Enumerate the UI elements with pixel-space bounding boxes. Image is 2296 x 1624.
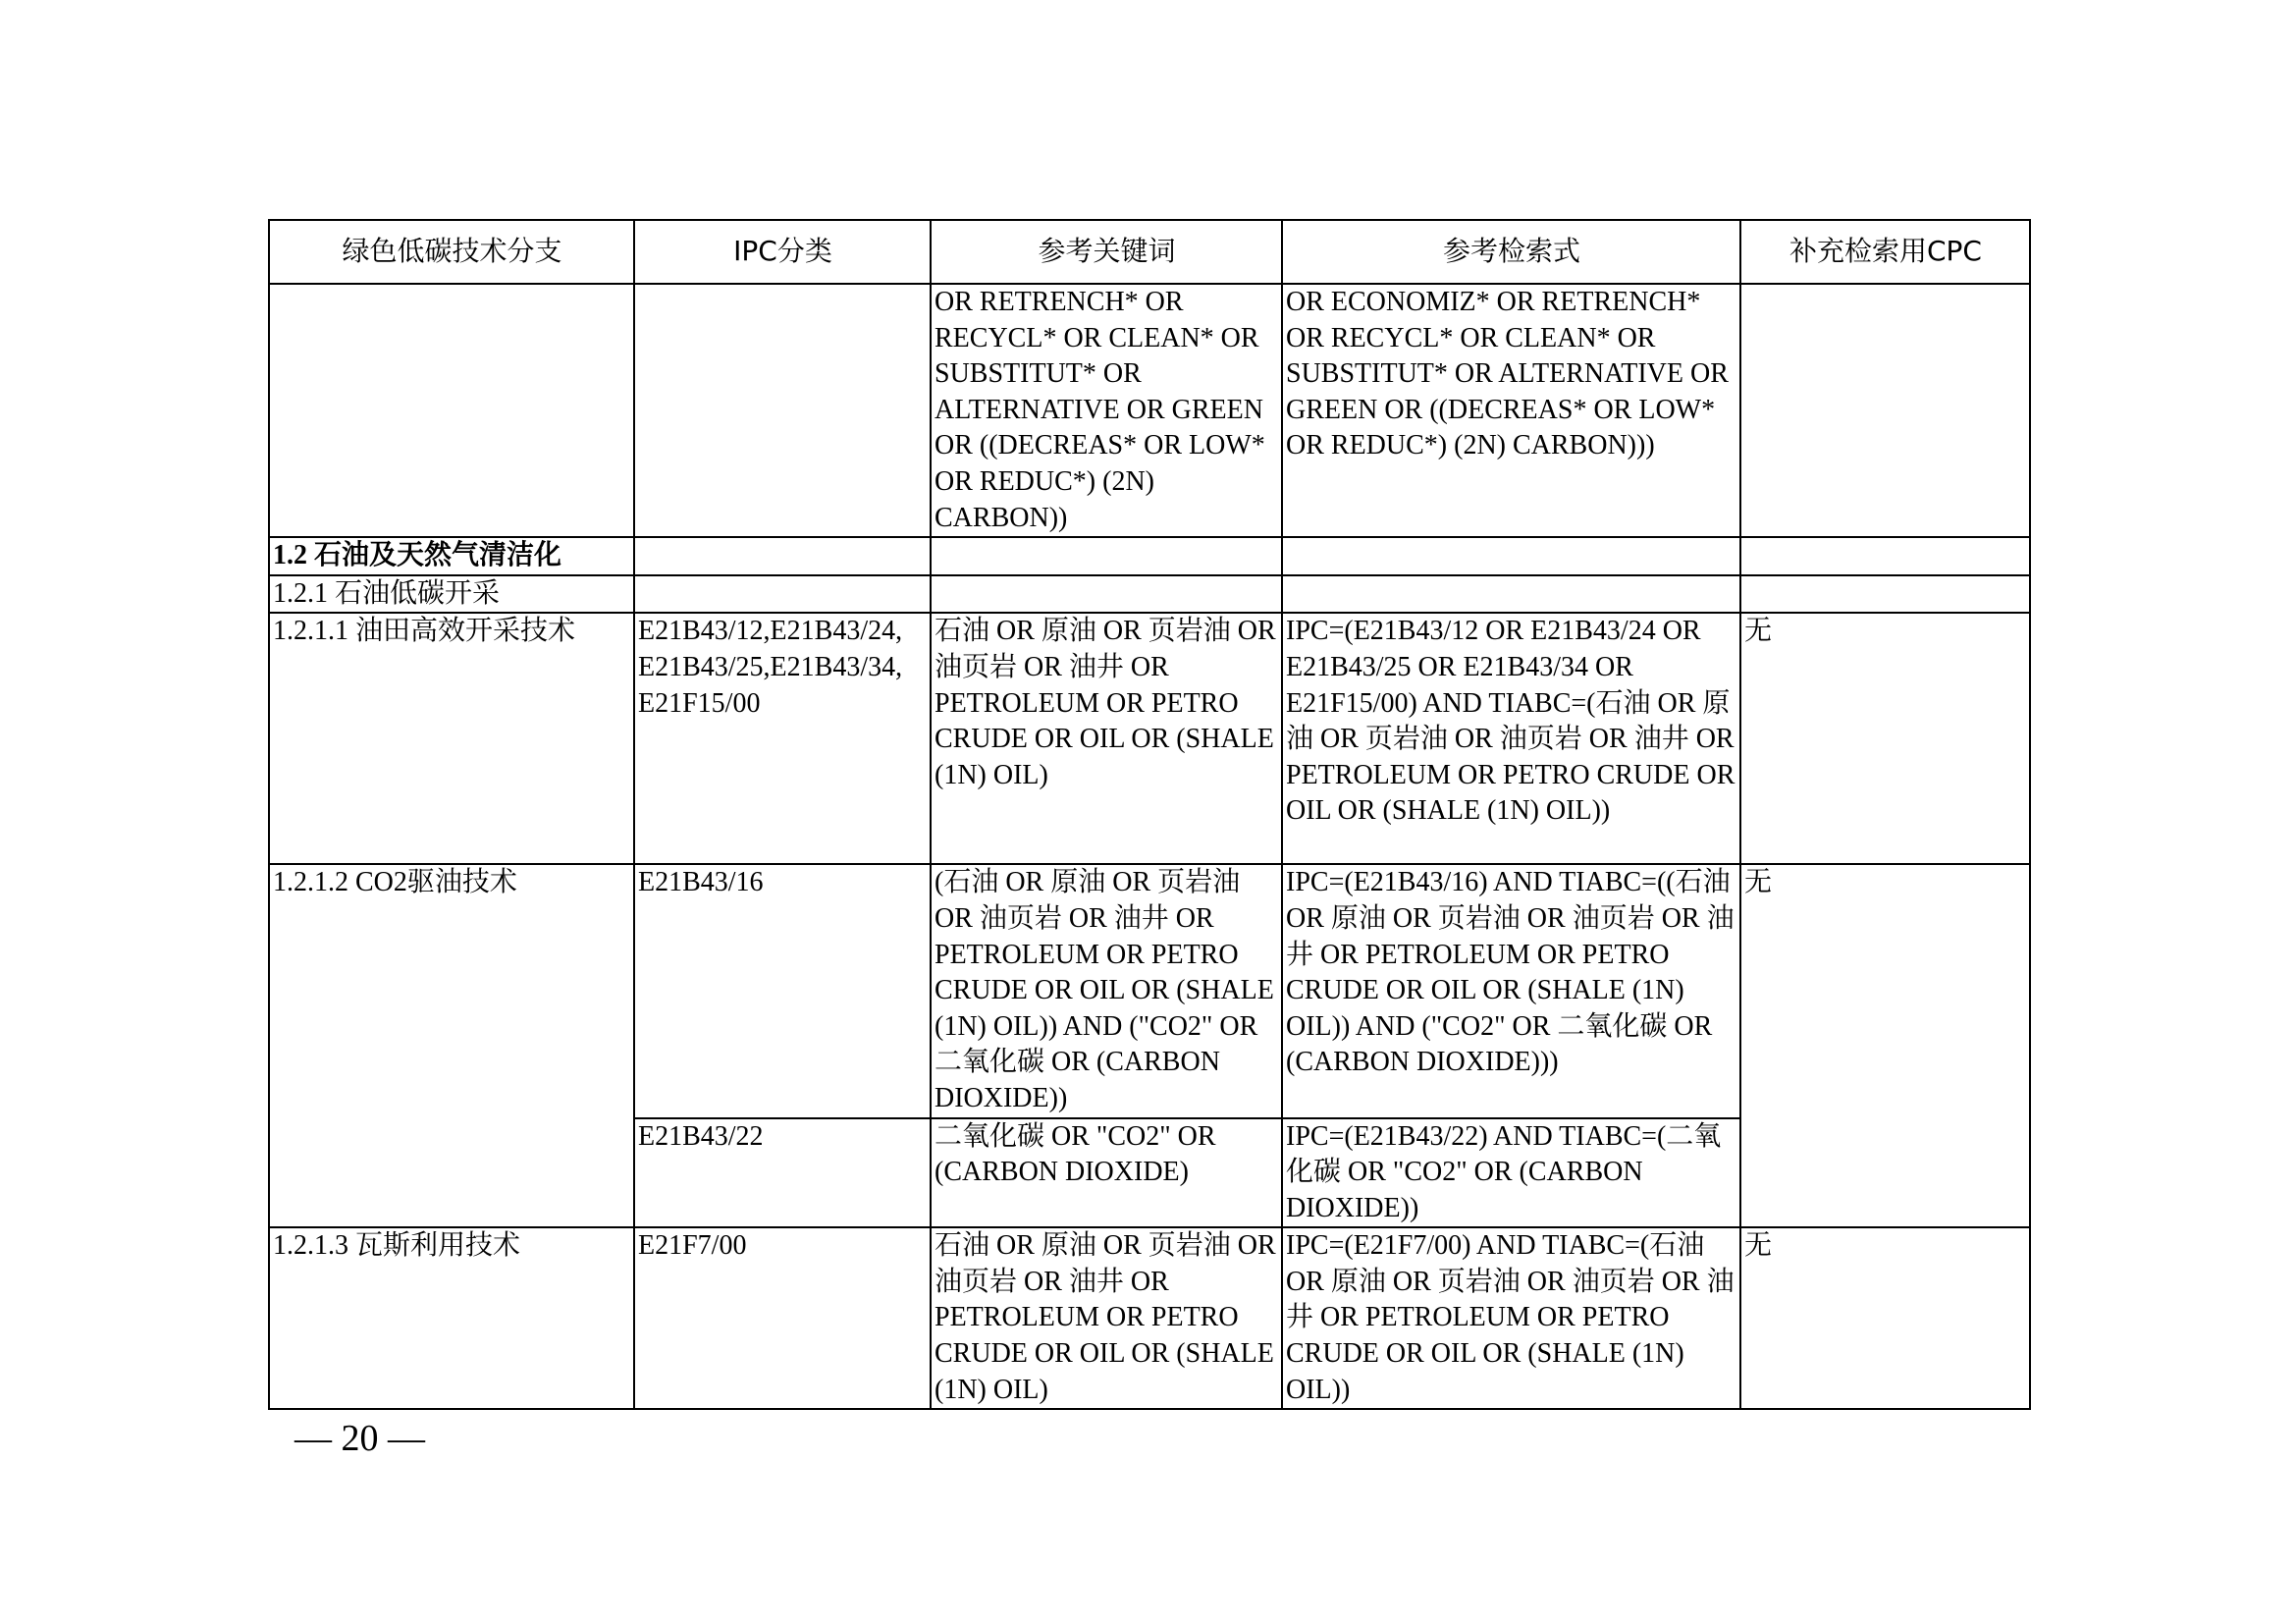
cell-query: IPC=(E21B43/22) AND TIABC=(二氧化碳 OR "CO2" OR (CARBON DIOXIDE)) [1282,1118,1740,1228]
subsection-row [269,575,2030,614]
header-branch: 绿色低碳技术分支 [269,220,634,284]
cell-query: IPC=(E21F7/00) AND TIABC=(石油 OR 原油 OR 页岩油 OR 油页岩 OR 油井 OR PETROLEUM OR PETRO CRUDE OR OIL OR (SHALE (1N) OIL)) [1282,1227,1740,1409]
page-number: — 20 — [294,1418,425,1459]
header-query: 参考检索式 [1282,220,1740,284]
cell-query: IPC=(E21B43/16) AND TIABC=((石油 OR 原油 OR 页岩油 OR 油页岩 OR 油井 OR PETROLEUM OR PETRO CRUDE OR OIL OR (SHALE (1N) OIL)) AND ("CO2" OR 二氧化碳 OR (CARBON DIOXIDE))) [1282,864,1740,1117]
cell-ipc [634,537,931,575]
section-title-1-2: 1.2 石油及天然气清洁化 [269,537,634,575]
cell-keywords: 石油 OR 原油 OR 页岩油 OR 油页岩 OR 油井 OR PETROLEUM OR PETRO CRUDE OR OIL OR (SHALE (1N) OIL) [931,613,1282,864]
cell-ipc [634,284,931,537]
cell-cpc: 无 [1740,1227,2030,1409]
cell-query [1282,575,1740,614]
subsection-title-1-2-1: 1.2.1 石油低碳开采 [269,575,634,614]
cell-keywords: 二氧化碳 OR "CO2" OR (CARBON DIOXIDE) [931,1118,1282,1228]
header-keywords: 参考关键词 [931,220,1282,284]
table-row [269,613,2030,864]
cell-branch: 1.2.1.1 油田高效开采技术 [269,613,634,864]
cell-ipc: E21B43/12,E21B43/24, E21B43/25,E21B43/34, E21F15/00 [634,613,931,864]
cell-cpc [1740,537,2030,575]
table-row [269,864,2030,1117]
header-cpc: 补充检索用CPC [1740,220,2030,284]
cell-cpc [1740,575,2030,614]
cell-keywords [931,537,1282,575]
cell-keywords [931,575,1282,614]
cell-ipc: E21B43/22 [634,1118,931,1228]
cell-keywords: (石油 OR 原油 OR 页岩油 OR 油页岩 OR 油井 OR PETROLEUM OR PETRO CRUDE OR OIL OR (SHALE (1N) OIL)) AND ("CO2" OR 二氧化碳 OR (CARBON DIOXIDE)) [931,864,1282,1117]
table-row [269,1227,2030,1409]
cell-query: OR ECONOMIZ* OR RETRENCH* OR RECYCL* OR CLEAN* OR SUBSTITUT* OR ALTERNATIVE OR GREEN OR ((DECREAS* OR LOW* OR REDUC*) (2N) CARBON))) [1282,284,1740,537]
cell-branch: 1.2.1.3 瓦斯利用技术 [269,1227,634,1409]
cell-ipc: E21F7/00 [634,1227,931,1409]
cell-keywords: 石油 OR 原油 OR 页岩油 OR 油页岩 OR 油井 OR PETROLEUM OR PETRO CRUDE OR OIL OR (SHALE (1N) OIL) [931,1227,1282,1409]
cell-cpc: 无 [1740,864,2030,1227]
cell-query [1282,537,1740,575]
cell-keywords: OR RETRENCH* OR RECYCL* OR CLEAN* OR SUBSTITUT* OR ALTERNATIVE OR GREEN OR ((DECREAS* OR LOW* OR REDUC*) (2N) CARBON)) [931,284,1282,537]
cell-query: IPC=(E21B43/12 OR E21B43/24 OR E21B43/25 OR E21B43/34 OR E21F15/00) AND TIABC=(石油 OR 原油 OR 页岩油 OR 油页岩 OR 油井 OR PETROLEUM OR PETRO CRUDE OR OIL OR (SHALE (1N) OIL)) [1282,613,1740,864]
patent-classification-table [268,219,2031,1410]
cell-ipc: E21B43/16 [634,864,931,1117]
cell-ipc [634,575,931,614]
cell-branch: 1.2.1.2 CO2驱油技术 [269,864,634,1227]
section-row [269,537,2030,575]
table-row [269,284,2030,537]
cell-cpc: 无 [1740,613,2030,864]
header-ipc: IPC分类 [634,220,931,284]
cell-cpc [1740,284,2030,537]
table-header-row [269,220,2030,284]
cell-branch [269,284,634,537]
